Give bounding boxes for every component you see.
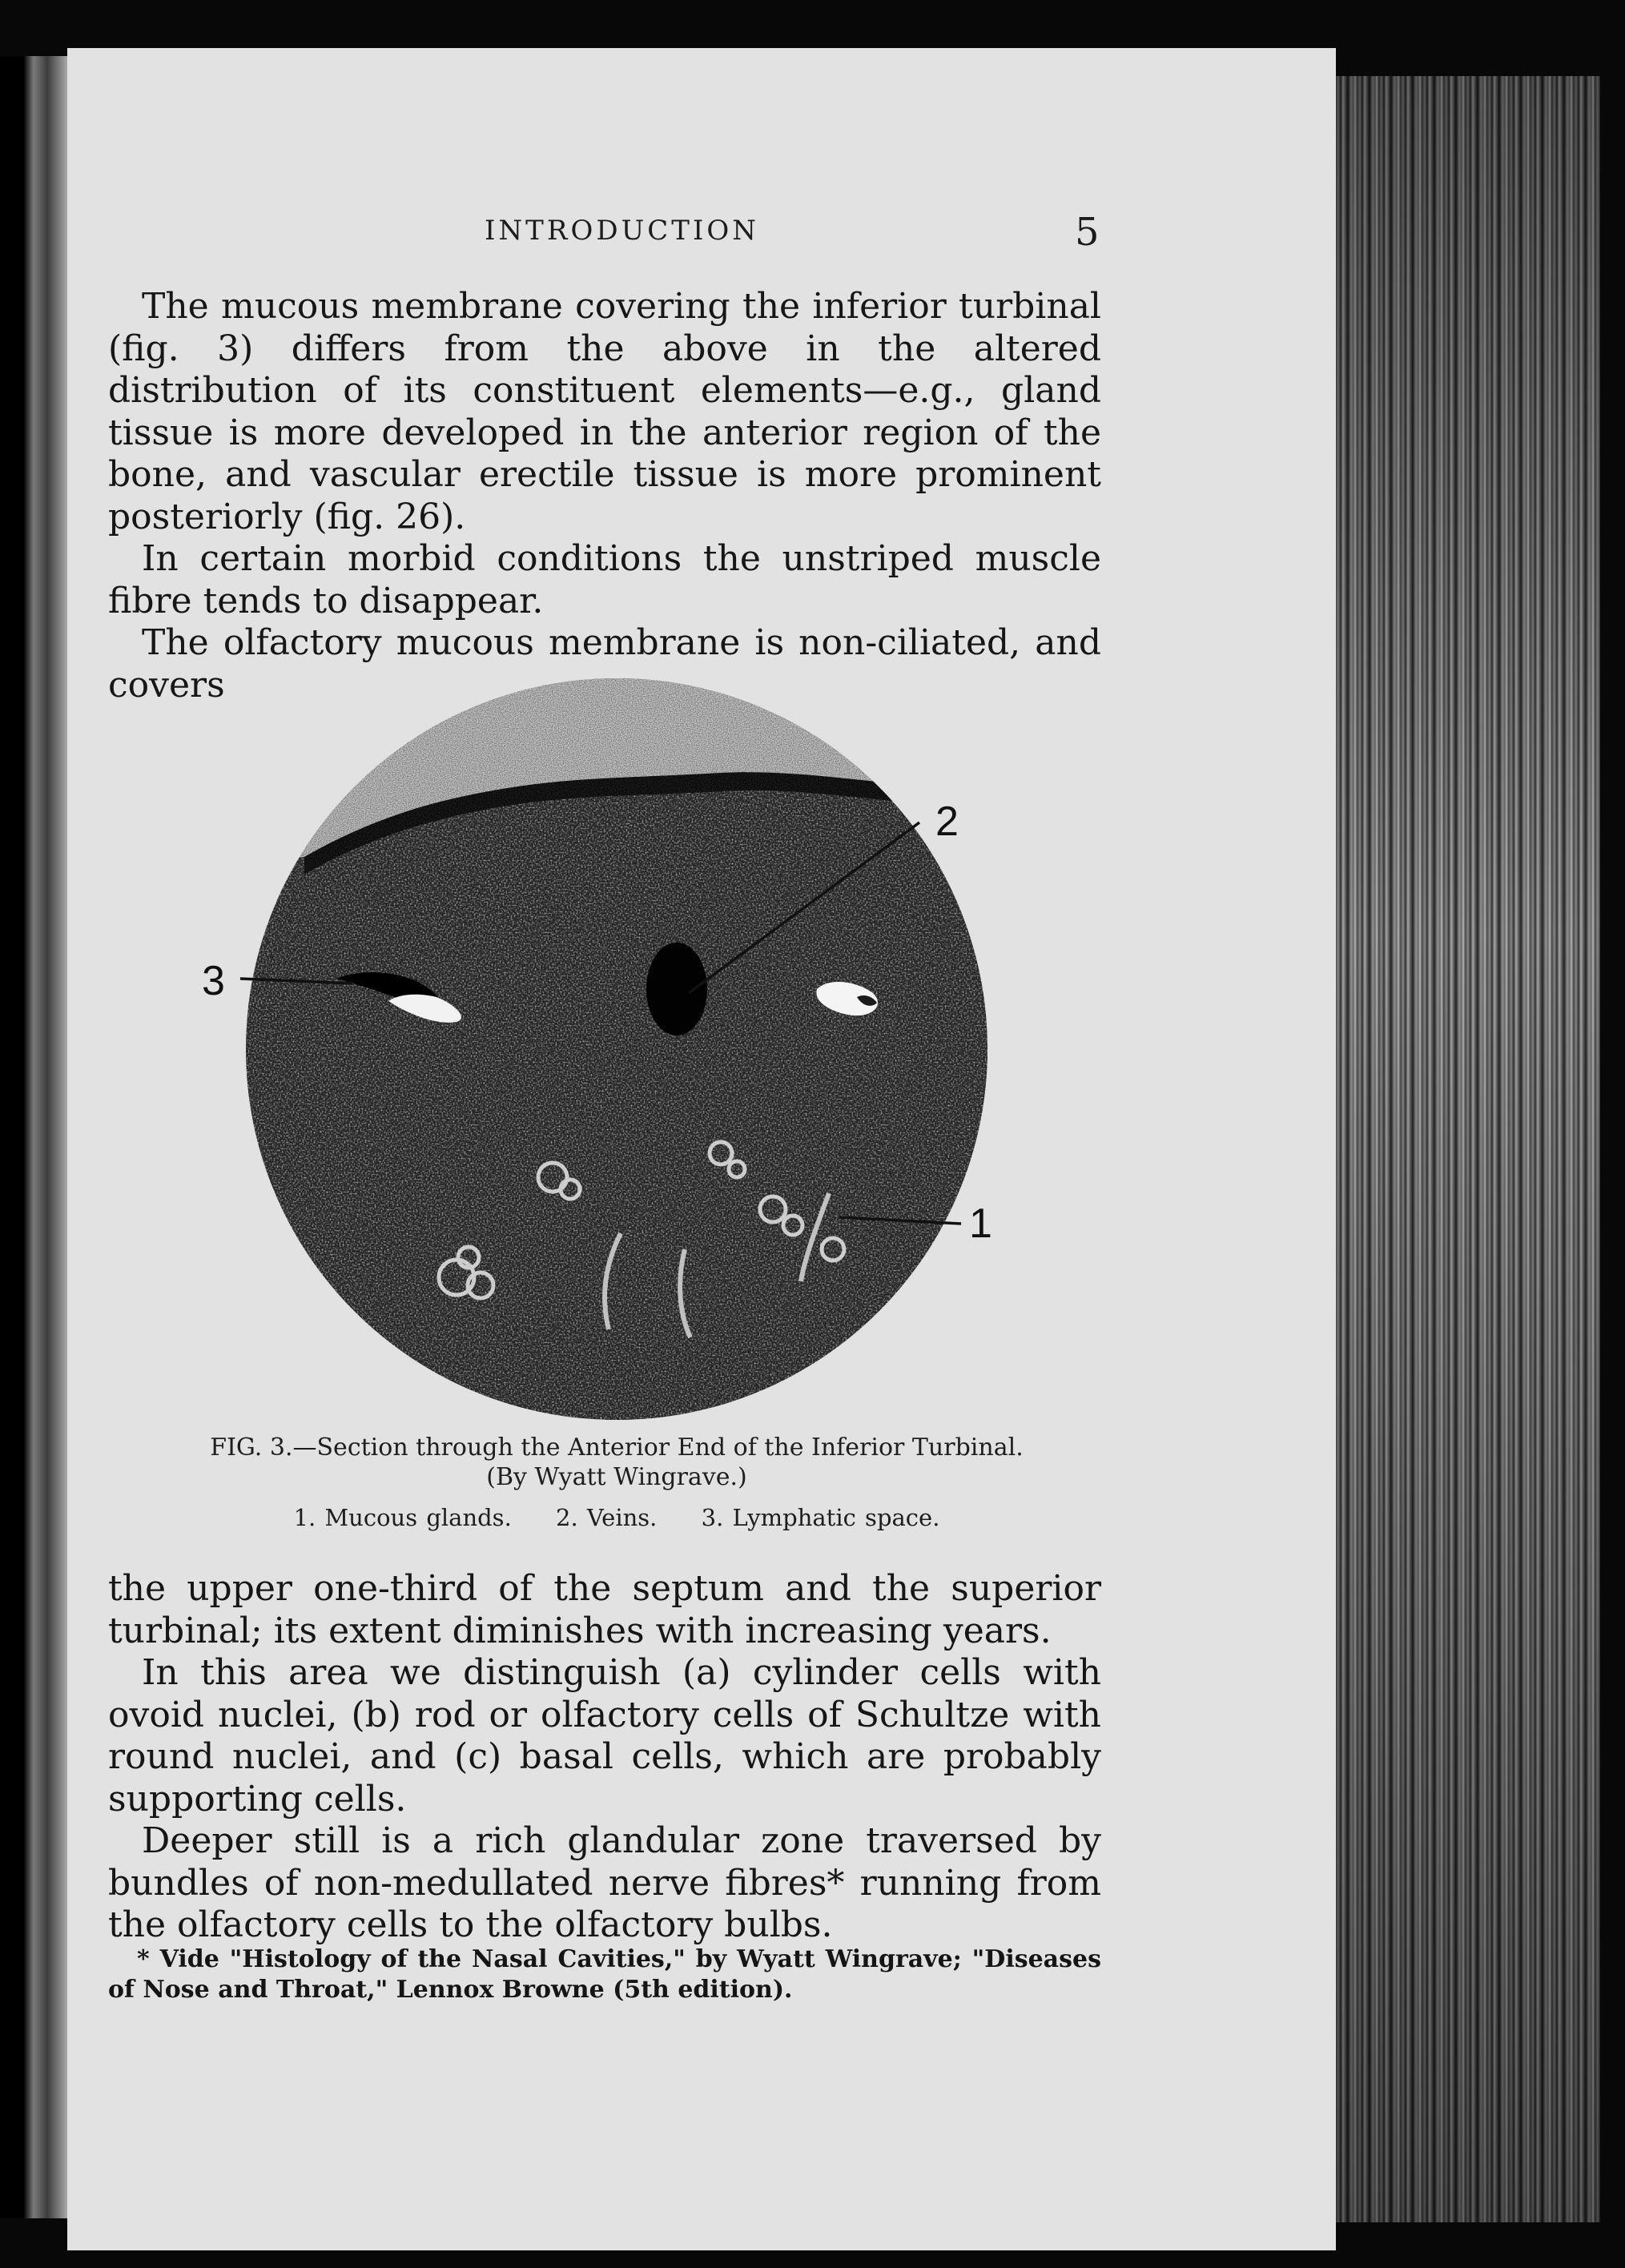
paragraph: the upper one-third of the septum and the superior turbinal; its extent diminishes with increasing years.	[108, 1568, 1101, 1651]
figure-credit: (By Wyatt Wingrave.)	[486, 1463, 747, 1491]
legend-item: 1. Mucous glands.	[293, 1504, 512, 1531]
text-block-bottom	[108, 1568, 1101, 1947]
histology-figure	[202, 673, 993, 1426]
text-block-top	[108, 286, 1101, 706]
label-glands: 1	[969, 1200, 992, 1247]
page-stack-edges	[1336, 76, 1600, 2222]
legend-item: 3. Lymphatic space.	[701, 1504, 940, 1531]
footnote-text: * Vide "Histology of the Nasal Cavities," by Wyatt Wingrave; "Diseases of Nose and Throat," Lennox Browne (5th edition).	[108, 1945, 1101, 2004]
figure-caption: FIG. 3.—Section through the Anterior End of the Inferior Turbinal.	[210, 1434, 1024, 1462]
paragraph: In certain morbid conditions the unstriped muscle fibre tends to disappear.	[108, 538, 1101, 621]
page-number: 5	[1075, 210, 1100, 255]
legend-item: 2. Veins.	[556, 1504, 658, 1531]
label-lymphatic: 3	[202, 958, 225, 1004]
label-veins: 2	[935, 798, 959, 845]
footnote	[108, 1944, 1101, 2005]
paragraph: The olfactory mucous membrane is non-ciliated, and covers	[108, 622, 1101, 706]
running-title: INTRODUCTION	[485, 215, 759, 247]
figure-legend	[160, 1504, 1073, 1531]
micrograph-disc	[240, 673, 993, 1426]
paragraph: Deeper still is a rich glandular zone traversed by bundles of non-medullated nerve fibres* running from the olfactory cells to the olfactory bulbs.	[108, 1820, 1101, 1945]
paragraph: In this area we distinguish (a) cylinder cells with ovoid nuclei, (b) rod or olfactory cells of Schultze with round nuclei, and (c) basal cells, which are probably supporting cells.	[108, 1652, 1101, 1820]
paragraph: The mucous membrane covering the inferior turbinal (fig. 3) differs from the above in the altered distribution of its constituent elements—e.g., gland tissue is more developed in the anterior region of the bone, and vascular erectile tissue is more prominent posteriorly (fig. 26).	[108, 286, 1101, 537]
book-left-edge	[0, 56, 67, 2218]
